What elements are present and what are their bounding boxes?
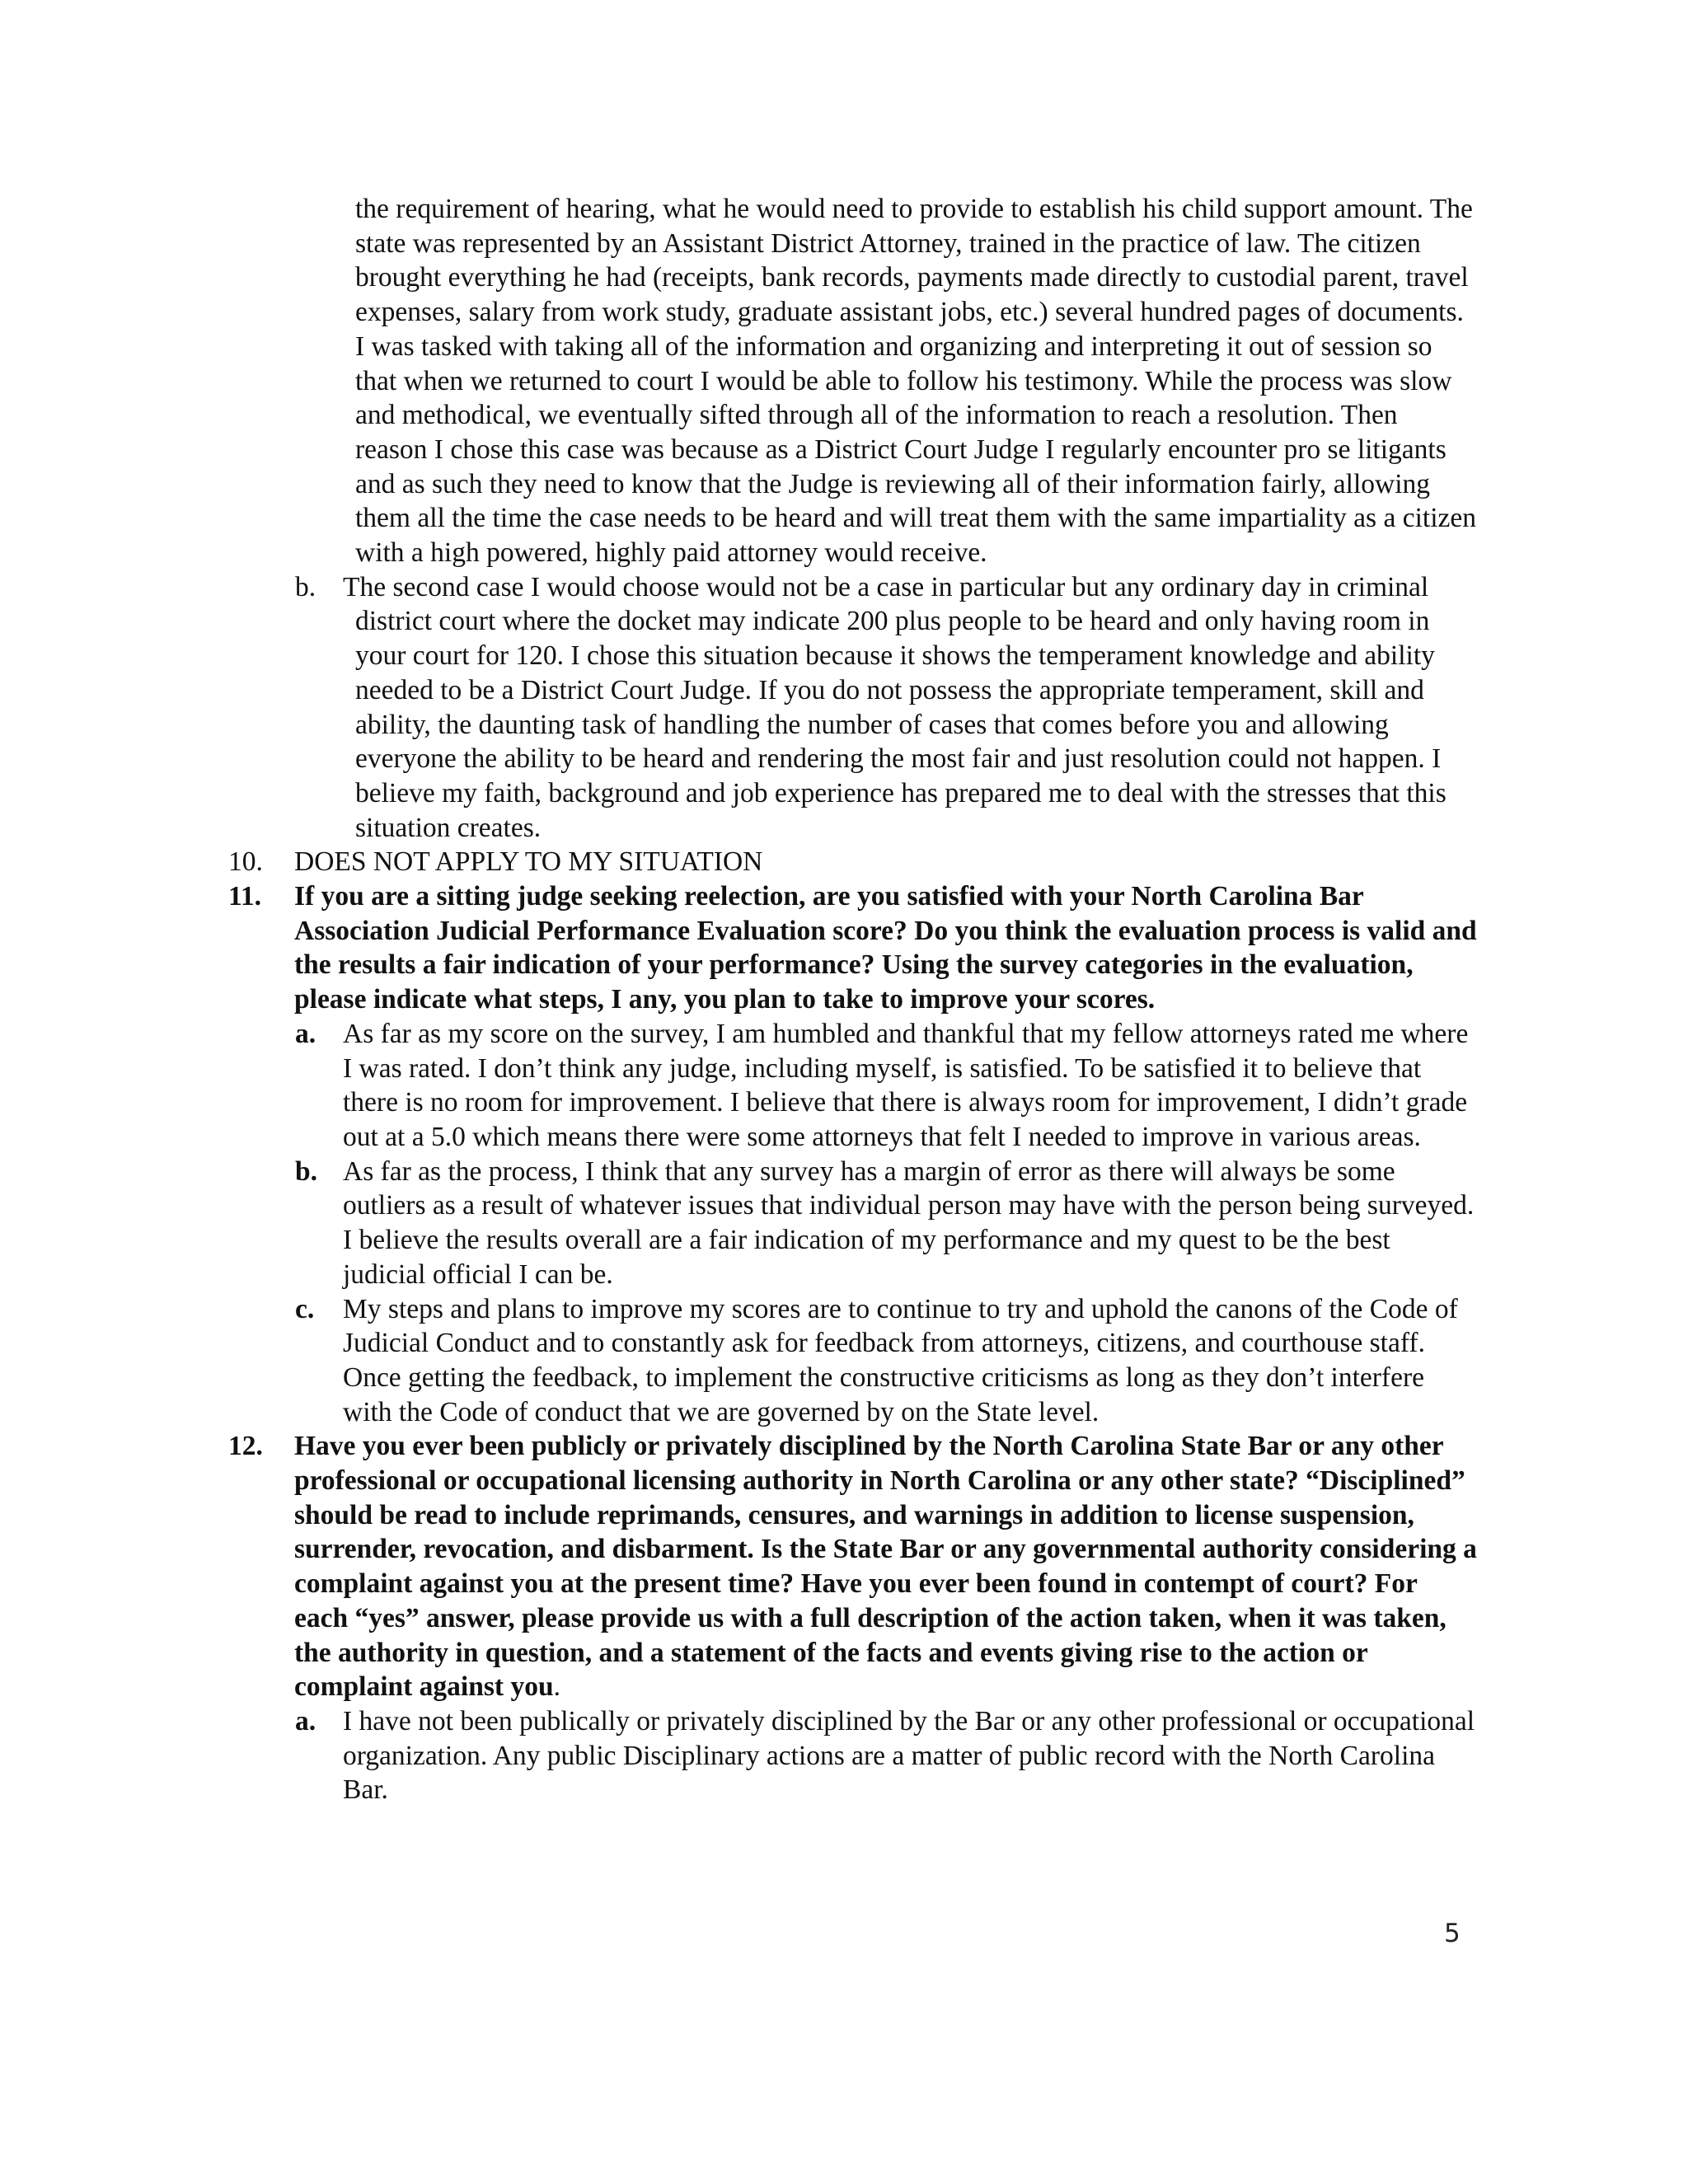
q11-answer-c xyxy=(295,1292,1477,1430)
question-10-number: 10. xyxy=(228,846,263,878)
page-content xyxy=(0,192,1688,1807)
q11-answer-a xyxy=(295,1017,1477,1155)
question-11-text: If you are a sitting judge seeking reelection, are you satisfied with your North Carolina Bar Association Judicial Performance Evaluation score? Do you think the evaluation process is valid and the results a fair indication of your performance? Using the survey categories in the evaluation, please indicate what steps, I any, you plan to take to improve your scores. xyxy=(294,881,1477,1015)
q11-answer-b-marker: b. xyxy=(295,1155,318,1187)
q9-answer-b-marker: b. xyxy=(295,571,316,602)
q11-answer-a-marker: a. xyxy=(295,1018,316,1049)
q11-answer-c-text: My steps and plans to improve my scores are to continue to try and uphold the canons of the Code of Judicial Conduct and to constantly ask for feedback from attorneys, citizens, and courthouse staff. Once getting the feedback, to implement the constructive criticisms as long as they don’t interfere with the Code of conduct that we are governed by on the State level. xyxy=(343,1293,1458,1427)
q12-answer-a xyxy=(295,1704,1477,1807)
page-number: 5 xyxy=(1444,1919,1461,1948)
question-12-paragraph xyxy=(294,1429,1477,1704)
q11-answer-a-text: As far as my score on the survey, I am humbled and thankful that my fellow attorneys rated me where I was rated. I don’t think any judge, including myself, is satisfied. To be satisfied it to believe that there is no room for improvement. I believe that there is always room for improvement, I didn’t grade out at a 5.0 which means there were some attorneys that felt I needed to improve in various areas. xyxy=(343,1018,1469,1152)
question-12 xyxy=(228,1429,1477,1704)
q9-answer-b xyxy=(295,570,1476,846)
question-12-period: . xyxy=(553,1671,560,1703)
q9-answer-b-text: The second case I would choose would not be a case in particular but any ordinary day in criminal district court where the docket may indicate 200 plus people to be heard and only having room in your court for 120. I chose this situation because it shows the temperament knowledge and ability needed to be a District Court Judge. If you do not possess the appropriate temperament, skill and ability, the daunting task of handling the number of cases that comes before you and allowing everyone the ability to be heard and rendering the most fair and just resolution could not happen. I believe my faith, background and job experience has prepared me to deal with the stresses that this situation creates. xyxy=(343,571,1447,843)
q12-answer-a-marker: a. xyxy=(295,1705,316,1736)
question-12-text: Have you ever been publicly or privately disciplined by the North Carolina State Bar or any other professional or occupational licensing authority in North Carolina or any other state? “Disciplined” should be read to include reprimands, censures, and warnings in addition to license suspension, surrender, revocation, and disbarment. Is the State Bar or any governmental authority considering a complaint against you at the present time? Have you ever been found in contempt of court? For each “yes” answer, please provide us with a full description of the action taken, when it was taken, the authority in question, and a statement of the facts and events giving rise to the action or complaint against you xyxy=(294,1431,1477,1703)
question-10-text: DOES NOT APPLY TO MY SITUATION xyxy=(294,846,763,878)
q11-answer-b xyxy=(295,1155,1477,1292)
question-11 xyxy=(228,879,1477,1017)
q11-answer-b-text: As far as the process, I think that any survey has a margin of error as there will always be some outliers as a result of whatever issues that individual person may have with the person being surveyed. I believe the results overall are a fair indication of my performance and my quest to be the best judicial official I can be. xyxy=(343,1155,1475,1290)
question-10 xyxy=(228,845,1477,879)
question-12-number: 12. xyxy=(228,1431,263,1462)
q11-answer-c-marker: c. xyxy=(295,1293,315,1324)
q9-continuation-text: the requirement of hearing, what he would need to provide to establish his child support amount. The state was represented by an Assistant District Attorney, trained in the practice of law. The citizen brought everything he had (receipts, bank records, payments made directly to custodial parent, travel expenses, salary from work study, graduate assistant jobs, etc.) several hundred pages of documents. I was tasked with taking all of the information and organizing and interpreting it out of session so that when we returned to court I would be able to follow his testimony. While the process was slow and methodical, we eventually sifted through all of the information to reach a resolution. Then reason I chose this case was because as a District Court Judge I regularly encounter pro se litigants and as such they need to know that the Judge is reviewing all of their information fairly, allowing them all the time the case needs to be heard and will treat them with the same impartiality as a citizen with a high powered, highly paid attorney would receive. xyxy=(355,194,1476,569)
q12-answer-a-text: I have not been publically or privately disciplined by the Bar or any other professional or occupational organization. Any public Disciplinary actions are a matter of public record with the North Carolina Bar. xyxy=(343,1705,1475,1806)
question-11-number: 11. xyxy=(228,881,262,912)
